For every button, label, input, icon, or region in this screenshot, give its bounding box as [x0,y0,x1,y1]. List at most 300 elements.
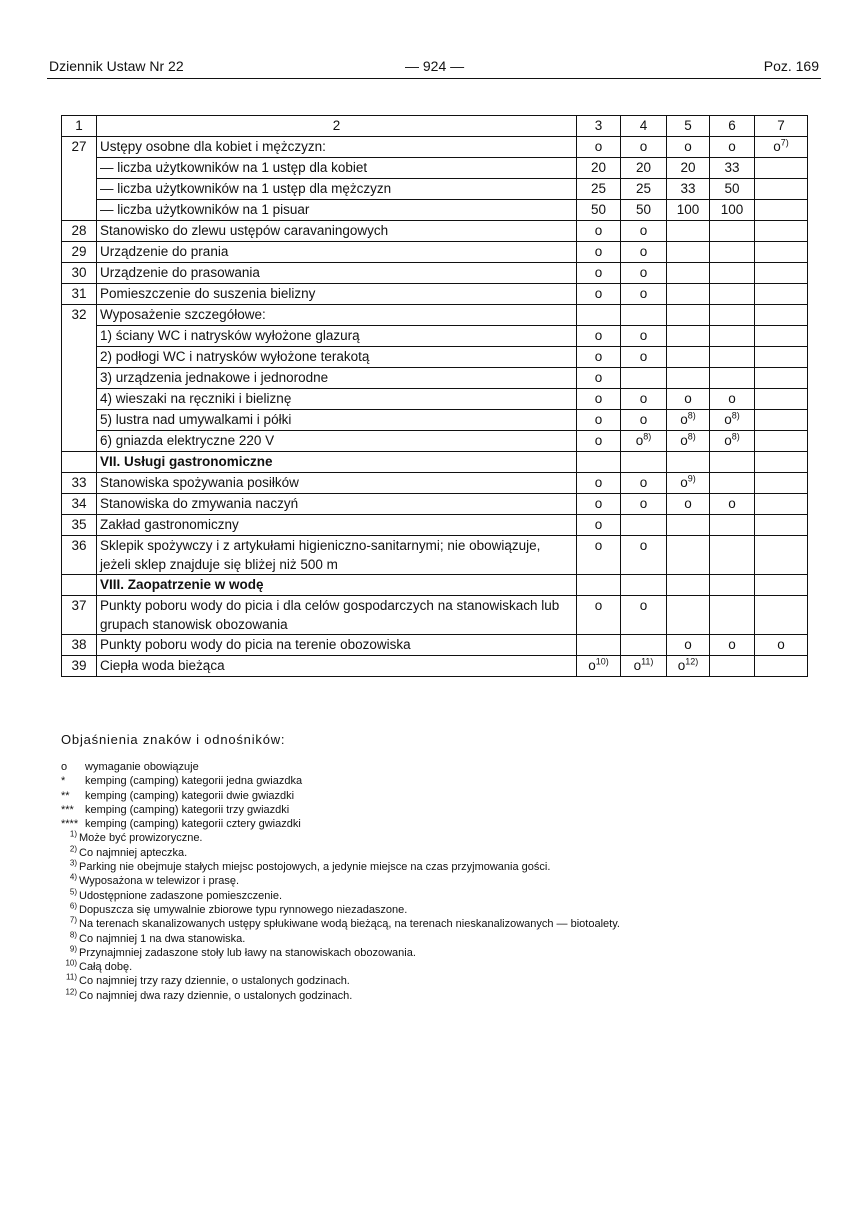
col-header: 2 [97,116,577,137]
value-cell-c4 [621,431,667,452]
footnote-row [61,917,821,931]
row-description: Urządzenie do prania [97,242,577,263]
legend-symbol-row [61,803,821,817]
row-number: 30 [62,263,97,284]
cell-value: 100 [720,202,744,217]
requirements-table [61,115,808,677]
value-cell-c5 [667,452,710,473]
row-number: 38 [62,635,97,656]
table-row [62,263,808,284]
legend-symbol-text: kemping (camping) kategorii dwie gwiazdki [85,789,295,802]
cell-value: 20 [590,160,607,175]
footnote-ref: 11) [641,656,654,667]
table-header-row [62,116,808,137]
value-cell-c4 [621,179,667,200]
footnote-number: 3) [69,858,77,868]
value-cell-c7 [755,635,808,656]
value-cell-c6 [710,515,755,536]
value-cell-c3 [577,452,621,473]
row-description: Wyposażenie szczegółowe: [97,305,577,326]
footnote-row [61,946,821,960]
value-cell-c6 [710,137,755,158]
value-cell-c6 [710,635,755,656]
table-row [62,494,808,515]
section-row [62,452,808,473]
value-cell-c6 [710,536,755,575]
cell-value: o [639,412,648,427]
cell-value: o [639,223,648,238]
cell-value: o [684,391,692,406]
cell-value: o [639,349,648,364]
row-number: 32 [62,305,97,452]
table-body [62,137,808,677]
footnote-row [61,974,821,988]
value-cell-c4 [621,284,667,305]
cell-value: 20 [680,160,696,175]
footnote-row [61,874,821,888]
table-row [62,596,808,635]
footnote-row [61,960,821,974]
value-cell-c4 [621,515,667,536]
value-cell-c4 [621,656,667,677]
value-cell-c6 [710,242,755,263]
table-row [62,242,808,263]
table-row [62,473,808,494]
footnote-text: Przynajmniej zadaszone stoły lub ławy na stanowiskach obozowania. [79,946,416,959]
value-cell-c5 [667,389,710,410]
legend [61,760,821,1003]
footnote-number: 5) [69,887,77,897]
footnote-ref: 10) [595,656,609,667]
row-number: 36 [62,536,97,575]
legend-symbol-row [61,789,821,803]
footnote-number: 9) [69,944,77,954]
cell-value: o [594,328,603,343]
footnote-ref: 7) [780,137,789,148]
value-cell-c5 [667,368,710,389]
table-row [62,200,808,221]
row-description: Ciepła woda bieżąca [97,656,577,677]
legend-symbol-row [61,817,821,831]
value-cell-c7 [755,200,808,221]
value-cell-c3 [577,347,621,368]
value-cell-c7 [755,305,808,326]
cell-value: o [728,496,736,511]
page-number: — 924 — [405,58,465,74]
footnote-ref: 8) [687,410,696,421]
row-description: 5) lustra nad umywalkami i półki [97,410,577,431]
value-cell-c7 [755,284,808,305]
value-cell-c5 [667,635,710,656]
footnote-text: Co najmniej 1 na dwa stanowiska. [79,932,246,945]
footnote-number: 7) [69,915,77,925]
table-row [62,158,808,179]
cell-value: o [724,433,732,448]
value-cell-c7 [755,515,808,536]
cell-value: o [594,370,603,385]
cell-value: 33 [724,160,740,175]
table-row [62,137,808,158]
value-cell-c7 [755,326,808,347]
footnote-text: Wyposażona w telewizor i prasę. [79,875,240,888]
value-cell-c7 [755,494,808,515]
cell-value: 50 [590,202,607,217]
row-description: Punkty poboru wody do picia na terenie obozowiska [97,635,577,656]
value-cell-c3 [577,575,621,596]
cell-value: o [594,496,603,511]
value-cell-c6 [710,158,755,179]
footnote-row [61,846,821,860]
footnote-number: 2) [69,844,77,854]
footnote-text: Może być prowizoryczne. [79,832,203,845]
cell-value: 33 [680,181,696,196]
cell-value: o [639,475,648,490]
footnote-text: Na terenach skanalizowanych ustępy spłukiwane wodą bieżącą, na terenach nieskanalizowanych — biotoalety. [79,918,620,931]
row-description: 6) gniazda elektryczne 220 V [97,431,577,452]
value-cell-c4 [621,596,667,635]
value-cell-c6 [710,473,755,494]
footnote-text: Co najmniej dwa razy dziennie, o ustalonych godzinach. [79,989,353,1002]
value-cell-c3 [577,635,621,656]
value-cell-c6 [710,410,755,431]
cell-value: o [684,139,692,154]
section-title: VII. Usługi gastronomiczne [97,452,577,473]
footnote-row [61,860,821,874]
table-row [62,284,808,305]
value-cell-c4 [621,137,667,158]
footnote-number: 4) [69,872,77,882]
value-cell-c6 [710,656,755,677]
value-cell-c6 [710,431,755,452]
value-cell-c4 [621,368,667,389]
value-cell-c5 [667,515,710,536]
value-cell-c3 [577,656,621,677]
footnote-ref: 8) [731,410,740,421]
table-row [62,305,808,326]
value-cell-c3 [577,221,621,242]
value-cell-c5 [667,347,710,368]
table-row [62,179,808,200]
row-number: 35 [62,515,97,536]
row-description: Sklepik spożywczy i z artykułami higieniczno-sanitarnymi; nie obowiązuje, jeżeli sklep znajduje się bliżej niż 500 m [97,536,577,575]
value-cell-c3 [577,536,621,575]
row-description: 3) urządzenia jednakowe i jednorodne [97,368,577,389]
footnote-row [61,903,821,917]
table-row [62,656,808,677]
value-cell-c5 [667,410,710,431]
value-cell-c7 [755,389,808,410]
footnote-ref: 8) [687,431,696,442]
value-cell-c6 [710,284,755,305]
cell-value: o [588,658,596,673]
value-cell-c5 [667,179,710,200]
value-cell-c5 [667,431,710,452]
value-cell-c5 [667,473,710,494]
footnote-text: Co najmniej trzy razy dziennie, o ustalonych godzinach. [79,975,350,988]
value-cell-c6 [710,305,755,326]
cell-value: 100 [676,202,700,217]
legend-symbol-text: kemping (camping) kategorii cztery gwiazdki [85,818,301,831]
row-description: 4) wieszaki na ręczniki i bieliznę [97,389,577,410]
row-number: 28 [62,221,97,242]
value-cell-c6 [710,200,755,221]
legend-symbol: *** [61,803,74,816]
legend-symbol: o [61,761,68,773]
page-header [49,58,819,76]
footnote-number: 1) [69,829,77,839]
value-cell-c5 [667,305,710,326]
cell-value: o [639,598,648,613]
value-cell-c7 [755,263,808,284]
cell-value: o [594,412,603,427]
value-cell-c7 [755,473,808,494]
row-description: 2) podłogi WC i natrysków wyłożone terakotą [97,347,577,368]
table-row [62,635,808,656]
value-cell-c7 [755,347,808,368]
cell-value: o [594,349,603,364]
cell-value: o [639,265,648,280]
table-row [62,515,808,536]
cell-value: o [639,286,648,301]
value-cell-c3 [577,410,621,431]
cell-value: o [594,538,603,553]
value-cell-c7 [755,242,808,263]
value-cell-c3 [577,596,621,635]
value-cell-c3 [577,305,621,326]
row-number: 31 [62,284,97,305]
footnote-number: 11) [66,972,77,982]
cell-value: o [680,412,688,427]
table-row [62,389,808,410]
cell-value: o [594,598,603,613]
journal-title: Dziennik Ustaw Nr 22 [49,58,184,74]
footnote-row [61,889,821,903]
cell-value: o [639,496,648,511]
value-cell-c7 [755,596,808,635]
value-cell-c3 [577,242,621,263]
cell-value: 50 [724,181,740,196]
value-cell-c6 [710,389,755,410]
footnote-ref: 9) [687,473,696,484]
value-cell-c6 [710,368,755,389]
row-description: Pomieszczenie do suszenia bielizny [97,284,577,305]
row-description: — liczba użytkowników na 1 ustęp dla kobiet [97,158,577,179]
value-cell-c3 [577,368,621,389]
footnote-text: Całą dobę. [79,961,133,974]
footnote-row [61,989,821,1003]
value-cell-c4 [621,494,667,515]
value-cell-c7 [755,452,808,473]
footnote-ref: 12) [685,656,699,667]
value-cell-c6 [710,326,755,347]
value-cell-c3 [577,431,621,452]
row-number: 29 [62,242,97,263]
value-cell-c6 [710,263,755,284]
value-cell-c4 [621,221,667,242]
cell-value: o [594,433,603,448]
value-cell-c5 [667,536,710,575]
row-description: Ustępy osobne dla kobiet i mężczyzn: [97,137,577,158]
cell-value: o [594,265,603,280]
cell-value: o [777,637,785,652]
value-cell-c5 [667,326,710,347]
col-header: 6 [710,116,755,137]
footnote-number: 8) [69,929,77,939]
value-cell-c4 [621,452,667,473]
legend-symbol-text: kemping (camping) kategorii trzy gwiazdki [85,803,290,816]
value-cell-c4 [621,635,667,656]
col-header: 7 [755,116,808,137]
cell-value: o [594,139,603,154]
section-title: VIII. Zaopatrzenie w wodę [97,575,577,596]
cell-value: o [728,391,736,406]
footnote-number: 6) [69,901,77,911]
cell-value: o [594,475,603,490]
value-cell-c6 [710,347,755,368]
value-cell-c7 [755,158,808,179]
footnote-text: Udostępnione zadaszone pomieszczenie. [79,889,283,902]
value-cell-c5 [667,158,710,179]
cell-value: o [635,433,644,448]
cell-value: o [594,391,603,406]
value-cell-c7 [755,536,808,575]
table-row [62,410,808,431]
row-number: 33 [62,473,97,494]
col-header: 3 [577,116,621,137]
value-cell-c4 [621,158,667,179]
value-cell-c5 [667,284,710,305]
cell-value: o [594,223,603,238]
legend-title: Objaśnienia znaków i odnośników: [61,732,286,747]
value-cell-c4 [621,263,667,284]
row-description: — liczba użytkowników na 1 pisuar [97,200,577,221]
row-description: Stanowiska spożywania posiłków [97,473,577,494]
row-description: — liczba użytkowników na 1 ustęp dla mężczyzn [97,179,577,200]
row-description: Stanowisko do zlewu ustępów caravaningowych [97,221,577,242]
cell-value: o [773,139,781,154]
cell-value: o [639,538,648,553]
value-cell-c4 [621,200,667,221]
value-cell-c3 [577,494,621,515]
value-cell-c5 [667,137,710,158]
cell-value: o [594,244,603,259]
value-cell-c4 [621,389,667,410]
table-row [62,368,808,389]
cell-value: o [639,328,648,343]
value-cell-c5 [667,575,710,596]
cell-value: 20 [635,160,652,175]
cell-value: o [594,517,603,532]
row-description: Zakład gastronomiczny [97,515,577,536]
value-cell-c3 [577,158,621,179]
cell-value: o [639,139,648,154]
cell-value: o [633,658,642,673]
value-cell-c5 [667,263,710,284]
table-row [62,326,808,347]
row-number: 37 [62,596,97,635]
footnote-text: Co najmniej apteczka. [79,846,188,859]
cell-value: o [639,391,648,406]
table-row [62,221,808,242]
header-rule [47,78,821,79]
value-cell-c4 [621,575,667,596]
value-cell-c7 [755,221,808,242]
legend-symbol: * [61,775,66,788]
value-cell-c6 [710,575,755,596]
row-number: 39 [62,656,97,677]
row-number [62,575,97,596]
value-cell-c4 [621,473,667,494]
value-cell-c3 [577,179,621,200]
value-cell-c6 [710,221,755,242]
footnote-text: Dopuszcza się umywalnie zbiorowe typu rynnowego niezadaszone. [79,903,408,916]
value-cell-c5 [667,596,710,635]
cell-value: o [684,637,692,652]
legend-symbol-text: kemping (camping) kategorii jedna gwiazdka [85,775,303,788]
cell-value: 50 [635,202,652,217]
value-cell-c5 [667,221,710,242]
col-header: 4 [621,116,667,137]
footnote-ref: 8) [643,431,652,442]
footnote-ref: 8) [731,431,740,442]
cell-value: 25 [590,181,607,196]
value-cell-c3 [577,326,621,347]
section-row [62,575,808,596]
cell-value: o [684,496,692,511]
legend-symbol: **** [61,818,79,831]
value-cell-c6 [710,596,755,635]
value-cell-c4 [621,347,667,368]
value-cell-c3 [577,200,621,221]
value-cell-c6 [710,179,755,200]
value-cell-c4 [621,326,667,347]
cell-value: o [724,412,732,427]
footnote-number: 12) [65,987,77,997]
table-row [62,431,808,452]
value-cell-c5 [667,242,710,263]
cell-value: o [680,433,688,448]
value-cell-c4 [621,242,667,263]
col-header: 5 [667,116,710,137]
row-description: 1) ściany WC i natrysków wyłożone glazurą [97,326,577,347]
footnote-row [61,831,821,845]
row-description: Punkty poboru wody do picia i dla celów gospodarczych na stanowiskach lub grupach stanowisk obozowania [97,596,577,635]
value-cell-c3 [577,137,621,158]
value-cell-c3 [577,515,621,536]
cell-value: 25 [635,181,652,196]
value-cell-c3 [577,263,621,284]
cell-value: o [728,139,736,154]
value-cell-c4 [621,410,667,431]
position-number: Poz. 169 [763,58,819,74]
table-row [62,536,808,575]
legend-symbol-text: wymaganie obowiązuje [85,761,199,773]
cell-value: o [677,658,686,673]
footnote-text: Parking nie obejmuje stałych miejsc postojowych, a jedynie miejsce na czas przyjmowania gości. [79,861,551,874]
value-cell-c3 [577,284,621,305]
value-cell-c4 [621,536,667,575]
value-cell-c6 [710,452,755,473]
value-cell-c7 [755,656,808,677]
value-cell-c6 [710,494,755,515]
value-cell-c3 [577,389,621,410]
table-row [62,347,808,368]
legend-symbol-row [61,760,821,774]
value-cell-c5 [667,200,710,221]
col-header: 1 [62,116,97,137]
cell-value: o [594,286,603,301]
row-number: 34 [62,494,97,515]
